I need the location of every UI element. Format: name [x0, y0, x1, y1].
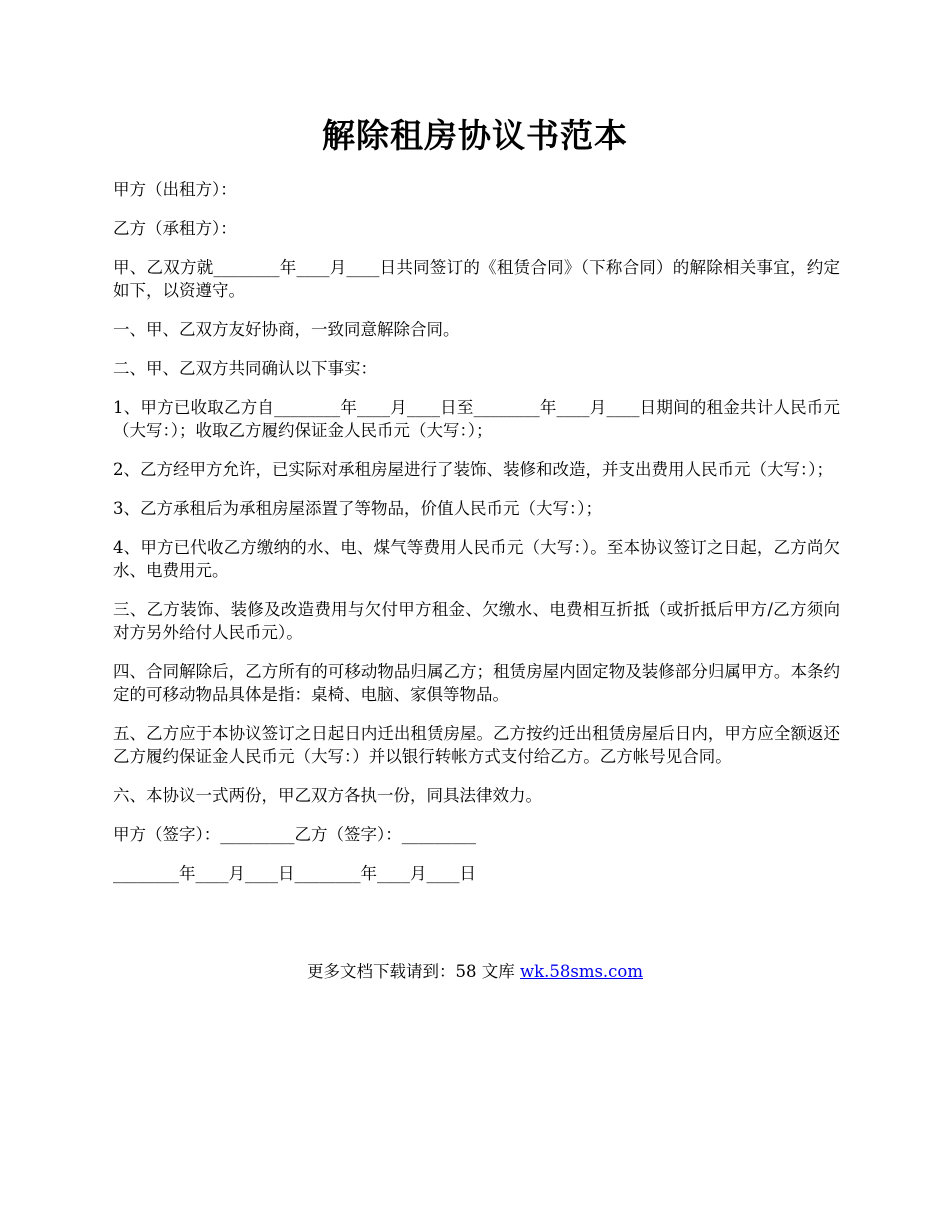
clause-2: 二、甲、乙双方共同确认以下事实：	[113, 359, 377, 378]
fact-4: 4、甲方已代收乙方缴纳的水、电、煤气等费用人民币元（大写：）。至本协议签订之日起，乙方尚欠水、电费用元。	[113, 538, 840, 580]
clause-6: 六、本协议一式两份，甲乙双方各执一份，同具法律效力。	[113, 786, 542, 805]
footer-note	[0, 960, 950, 983]
party-a-line: 甲方（出租方）：	[113, 180, 237, 199]
footer-link[interactable]: wk.58sms.com	[519, 962, 643, 981]
document-body	[113, 178, 840, 901]
date-line: ________年____月____日________年____月____日	[113, 864, 476, 883]
fact-3: 3、乙方承租后为承租房屋添置了等物品，价值人民币元（大写：）；	[113, 499, 602, 518]
party-b-line: 乙方（承租方）：	[113, 219, 237, 238]
clause-4: 四、合同解除后，乙方所有的可移动物品归属乙方；租赁房屋内固定物及装修部分归属甲方。本条约定的可移动物品具体是指：桌椅、电脑、家俱等物品。	[113, 662, 840, 704]
clause-3: 三、乙方装饰、装修及改造费用与欠付甲方租金、欠缴水、电费相互折抵（或折抵后甲方/乙方须向对方另外给付人民币元）。	[113, 600, 840, 642]
clause-1: 一、甲、乙双方友好协商，一致同意解除合同。	[113, 320, 460, 339]
fact-2: 2、乙方经甲方允许，已实际对承租房屋进行了装饰、装修和改造，并支出费用人民币元（大写：）；	[113, 460, 833, 479]
fact-1: 1、甲方已收取乙方自________年____月____日至________年____月____日期间的租金共计人民币元（大写：）；收取乙方履约保证金人民币元（大写：）；	[113, 398, 840, 440]
footer-text: 更多文档下载请到：58 文库	[306, 962, 520, 981]
intro-paragraph: 甲、乙双方就________年____月____日共同签订的《租赁合同》（下称合同）的解除相关事宜，约定如下，以资遵守。	[113, 258, 840, 300]
signature-line: 甲方（签字）：_________乙方（签字）：_________	[113, 825, 476, 844]
clause-5: 五、乙方应于本协议签订之日起日内迁出租赁房屋。乙方按约迁出租赁房屋后日内，甲方应全额返还乙方履约保证金人民币元（大写：）并以银行转帐方式支付给乙方。乙方帐号见合同。	[113, 724, 840, 766]
document-title: 解除租房协议书范本	[322, 116, 628, 155]
